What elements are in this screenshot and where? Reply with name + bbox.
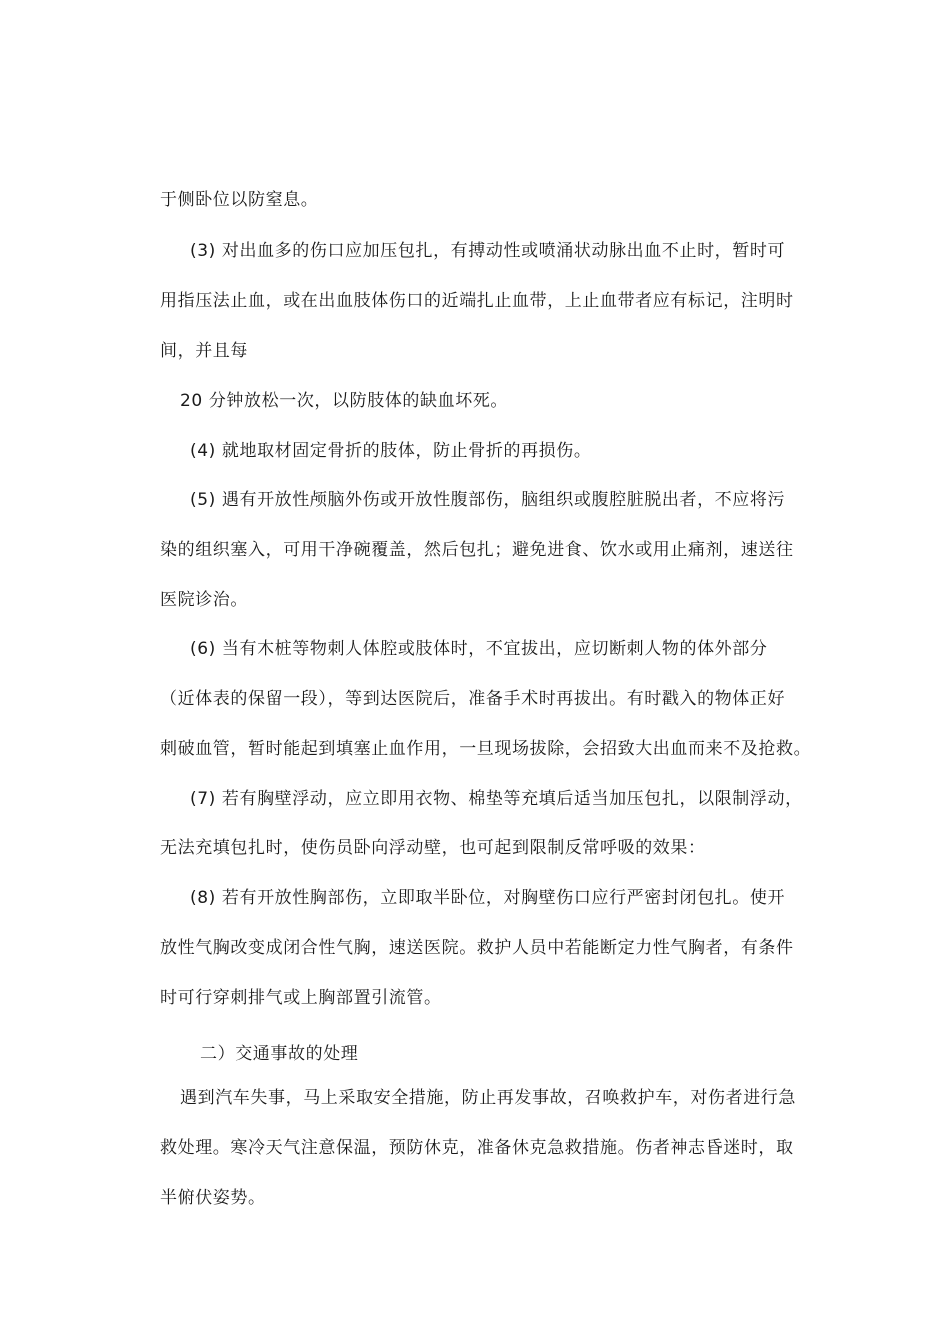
text-line: (4) 就地取材固定骨折的肢体，防止骨折的再损伤。 (190, 441, 592, 461)
text-line: 20 分钟放松一次，以防肢体的缺血坏死。 (180, 391, 509, 411)
text-line: (7) 若有胸壁浮动，应立即用衣物、棉垫等充填后适当加压包扎，以限制浮动， (190, 789, 803, 809)
text-line: 刺破血管，暂时能起到填塞止血作用，一旦现场拔除，会招致大出血而来不及抢救。 (160, 739, 812, 759)
text-line: 无法充填包扎时，使伤员卧向浮动壁，也可起到限制反常呼吸的效果： (160, 838, 706, 858)
text-line: 半俯伏姿势。 (160, 1188, 266, 1208)
text-line: (3) 对出血多的伤口应加压包扎，有搏动性或喷涌状动脉出血不止时，暂时可 (190, 241, 786, 261)
text-line: 救处理。寒冷天气注意保温，预防休克，准备休克急救措施。伤者神志昏迷时，取 (160, 1138, 794, 1158)
text-line: (6) 当有木桩等物刺人体腔或肢体时，不宜拔出，应切断刺人物的体外部分 (190, 639, 768, 659)
text-line: 用指压法止血，或在出血肢体伤口的近端扎止血带，上止血带者应有标记，注明时 (160, 291, 794, 311)
text-line: 间，并且每 (160, 341, 248, 361)
text-line: （近体表的保留一段），等到达医院后，准备手术时再拔出。有时戳入的物体正好 (160, 689, 786, 709)
text-line: 放性气胸改变成闭合性气胸，速送医院。救护人员中若能断定力性气胸者，有条件 (160, 938, 794, 958)
text-line: 医院诊治。 (160, 590, 248, 610)
text-line: 时可行穿刺排气或上胸部置引流管。 (160, 988, 442, 1008)
text-line: 于侧卧位以防窒息。 (160, 190, 319, 210)
text-line: (8) 若有开放性胸部伤，立即取半卧位，对胸壁伤口应行严密封闭包扎。使开 (190, 888, 786, 908)
text-line: 染的组织塞入，可用干净碗覆盖，然后包扎；避免进食、饮水或用止痛剂，速送往 (160, 540, 794, 560)
text-line: (5) 遇有开放性颅脑外伤或开放性腹部伤，脑组织或腹腔脏脱出者，不应将污 (190, 490, 786, 510)
section-heading: 二）交通事故的处理 (200, 1044, 359, 1064)
text-line: 遇到汽车失事，马上采取安全措施，防止再发事故，召唤救护车，对伤者进行急 (180, 1088, 796, 1108)
